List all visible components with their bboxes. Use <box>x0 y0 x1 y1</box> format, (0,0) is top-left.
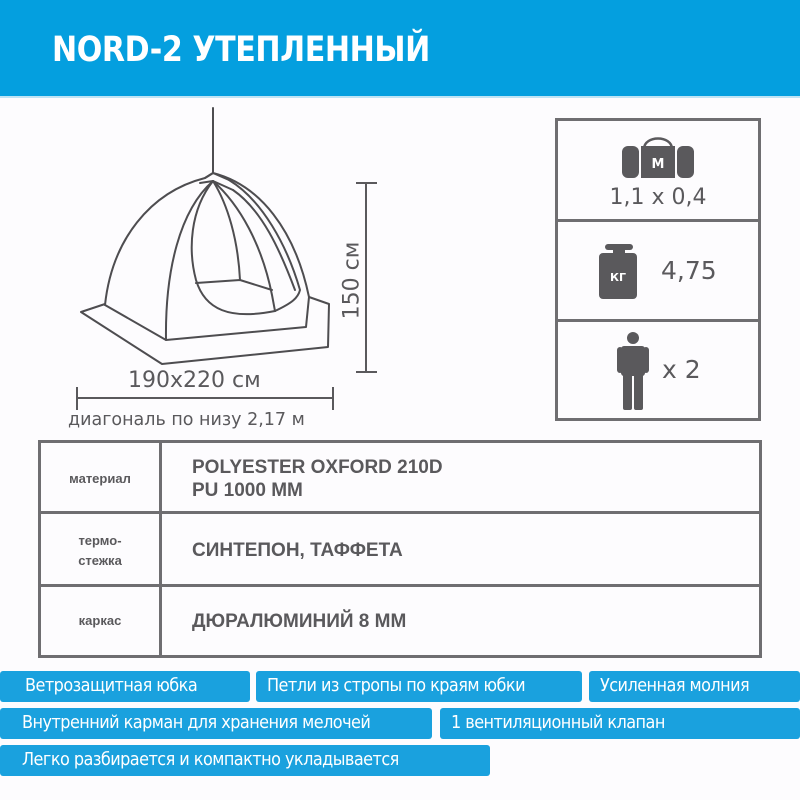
bag-icon <box>622 131 694 181</box>
capacity-value: x 2 <box>662 355 701 384</box>
insulation-label <box>41 514 162 587</box>
table-row <box>41 443 759 514</box>
person-icon <box>617 332 649 412</box>
tent-diagram <box>0 98 400 438</box>
spec-packed-size <box>558 121 758 222</box>
material-label: материал <box>41 443 162 514</box>
insulation-label-line: термо- <box>78 532 122 548</box>
feature-tag-vent-flap: 1 вентиляционный клапан <box>440 708 800 739</box>
weight-value: 4,75 <box>661 256 717 285</box>
frame-value <box>162 587 759 655</box>
table-row <box>41 584 759 655</box>
spec-capacity <box>558 319 758 418</box>
feature-tag-windproof-skirt: Ветрозащитная юбка <box>0 671 250 702</box>
specs-panel <box>555 118 761 421</box>
weight-icon <box>599 244 639 300</box>
insulation-value <box>162 514 759 587</box>
header-banner <box>0 0 800 96</box>
feature-tag-easy-packing: Легко разбирается и компактно укладывается <box>0 745 490 776</box>
diagonal-label: диагональ по низу 2,17 м <box>68 410 305 430</box>
material-value-line: POLYESTER OXFORD 210D <box>192 457 443 478</box>
svg-text:М: М <box>651 157 665 172</box>
materials-table <box>38 440 762 658</box>
svg-text:КГ: КГ <box>609 271 627 284</box>
packed-size-value: 1,1 x 0,4 <box>609 185 707 210</box>
insulation-value-line: СИНТЕПОН, ТАФФЕТА <box>192 540 403 561</box>
material-value-line: PU 1000 MM <box>192 480 303 501</box>
feature-tag-inner-pocket: Внутренний карман для хранения мелочей <box>0 708 432 739</box>
frame-label: каркас <box>41 587 162 655</box>
height-dimension-label: 150 см <box>339 241 365 320</box>
insulation-label-line: стежка <box>78 552 122 568</box>
spec-weight <box>558 219 758 322</box>
feature-tag-strap-loops: Петли из стропы по краям юбки <box>256 671 582 702</box>
frame-value-line: ДЮРАЛЮМИНИЙ 8 ММ <box>192 611 407 632</box>
table-row <box>41 511 759 587</box>
feature-tag-reinforced-zipper: Усиленная молния <box>589 671 800 702</box>
material-value <box>162 443 759 514</box>
width-dimension-label: 190x220 см <box>128 368 261 393</box>
product-title: NORD-2 УТЕПЛЕННЫЙ <box>52 30 430 70</box>
